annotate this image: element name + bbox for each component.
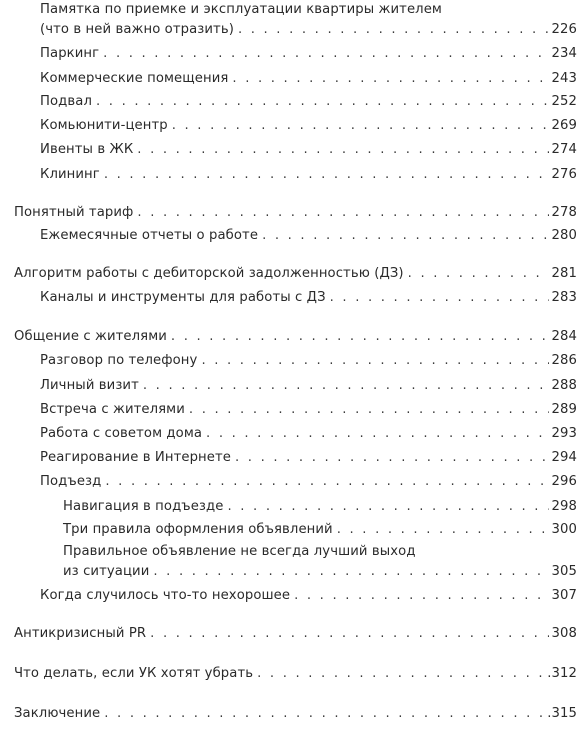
toc-entry-row — [14, 203, 588, 223]
toc-entry-page-number: 283 — [551, 290, 577, 305]
toc-entry-row — [14, 664, 588, 684]
dot-leader — [337, 520, 549, 540]
dot-leader — [232, 69, 548, 89]
toc-entry-page-number: .315 — [547, 706, 577, 721]
toc-entry[interactable] — [40, 69, 588, 89]
toc-entry[interactable] — [14, 203, 588, 223]
toc-entry[interactable] — [63, 497, 588, 517]
toc-entry-title-line1: Правильное объявление не всегда лучший выход — [63, 544, 416, 559]
toc-entry-page-number: 276 — [551, 167, 577, 182]
toc-entry-row — [14, 327, 588, 347]
toc-entry-row — [40, 116, 588, 136]
toc-entry-page-number: .312 — [547, 666, 577, 681]
toc-entry-row — [40, 20, 588, 40]
toc-entry-row — [40, 92, 588, 112]
toc-entry-row — [14, 264, 588, 284]
toc-entry-page-number: 274 — [551, 142, 577, 157]
toc-entry-page-number: 296 — [551, 474, 577, 489]
toc-entry-title: Антикризисный PR — [14, 626, 147, 641]
toc-entry-title: Алгоритм работы с дебиторской задолженностью (ДЗ) — [14, 266, 404, 281]
dot-leader — [227, 497, 548, 517]
toc-entry[interactable] — [40, 351, 588, 371]
toc-entry-page-number: 284 — [551, 329, 577, 344]
dot-leader — [137, 140, 548, 160]
toc-entry[interactable] — [40, 0, 588, 40]
toc-entry[interactable] — [40, 400, 588, 420]
toc-entry-page-number: 281 — [551, 266, 577, 281]
toc-entry-row — [14, 704, 588, 724]
dot-leader — [235, 448, 549, 468]
toc-entry-title: Каналы и инструменты для работы с ДЗ — [40, 290, 326, 305]
toc-entry-title: Паркинг — [40, 46, 100, 61]
toc-entry-title: Навигация в подъезде — [63, 499, 224, 514]
dot-leader — [189, 400, 549, 420]
dot-leader — [408, 264, 549, 284]
toc-entry-title: Коммерческие помещения — [40, 71, 229, 86]
toc-entry-title: Что делать, если УК хотят убрать — [14, 666, 254, 681]
toc-entry[interactable] — [40, 424, 588, 444]
toc-entry[interactable] — [63, 542, 588, 582]
toc-entry-page-number: 289 — [551, 402, 577, 417]
dot-leader — [172, 116, 549, 136]
toc-entry[interactable] — [14, 664, 588, 684]
toc-entry-title: Личный визит — [40, 378, 139, 393]
toc-entry-page-number: 278 — [551, 205, 577, 220]
toc-entry-row — [40, 44, 588, 64]
toc-entry[interactable] — [40, 44, 588, 64]
toc-entry-title: Разговор по телефону — [40, 353, 198, 368]
toc-entry[interactable] — [40, 472, 588, 492]
toc-entry-page-number: 234 — [551, 46, 577, 61]
dot-leader — [262, 226, 548, 246]
toc-entry[interactable] — [14, 624, 588, 644]
toc-entry-page-number: 269 — [551, 118, 577, 133]
toc-entry-title-line1: Памятка по приемке и эксплуатации квартиры жителем — [40, 2, 442, 17]
toc-entry-page-number: 252 — [551, 94, 577, 109]
toc-entry-title: (что в ней важно отразить) — [40, 22, 234, 37]
dot-leader — [150, 624, 548, 644]
toc-entry-title: Комьюнити-центр — [40, 118, 168, 133]
toc-entry[interactable] — [40, 140, 588, 160]
toc-entry[interactable] — [40, 92, 588, 112]
toc-entry-page-number: 226 — [551, 22, 577, 37]
dot-leader — [143, 376, 549, 396]
toc-entry-page-number: 305 — [551, 564, 577, 579]
toc-entry[interactable] — [63, 520, 588, 540]
toc-entry-title: Когда случилось что-то нехорошее — [40, 588, 291, 603]
toc-entry-title: Понятный тариф — [14, 205, 134, 220]
toc-entry-row — [40, 586, 588, 606]
toc-entry-row — [63, 520, 588, 540]
toc-entry-page-number: 293 — [551, 426, 577, 441]
toc-entry-title: Три правила оформления объявлений — [63, 522, 333, 537]
toc-entry[interactable] — [40, 165, 588, 185]
dot-leader — [96, 92, 549, 112]
toc-entry-row — [40, 165, 588, 185]
dot-leader — [238, 20, 549, 40]
toc-entry[interactable] — [40, 376, 588, 396]
toc-entry-row — [40, 288, 588, 308]
toc-entry-title: Реагирование в Интернете — [40, 450, 231, 465]
toc-entry-row — [40, 69, 588, 89]
toc-entry-page-number: 286 — [551, 353, 577, 368]
toc-entry-row — [40, 376, 588, 396]
toc-entry-title: Подъезд — [40, 474, 102, 489]
toc-entry-title: Общение с жителями — [14, 329, 167, 344]
toc-entry[interactable] — [14, 704, 588, 724]
toc-entry[interactable] — [14, 327, 588, 347]
toc-entry[interactable] — [40, 448, 588, 468]
toc-entry-row — [40, 140, 588, 160]
toc-entry-title: из ситуации — [63, 564, 150, 579]
toc-entry-title: Клининг — [40, 167, 100, 182]
toc-entry-title: Работа с советом дома — [40, 426, 203, 441]
dot-leader — [257, 664, 544, 684]
toc-entry[interactable] — [40, 288, 588, 308]
toc-entry-page-number: 307 — [551, 588, 577, 603]
toc-entry-title: Заключение — [14, 706, 101, 721]
toc-entry-row — [40, 448, 588, 468]
toc-entry-row — [40, 400, 588, 420]
toc-entry-title: Ежемесячные отчеты о работе — [40, 228, 259, 243]
dot-leader — [153, 562, 548, 582]
dot-leader — [206, 424, 548, 444]
toc-entry-page-number: 294 — [551, 450, 577, 465]
toc-entry-row — [63, 497, 588, 517]
toc-entry-row — [40, 472, 588, 492]
toc-entry[interactable] — [40, 226, 588, 246]
toc-entry[interactable] — [40, 116, 588, 136]
dot-leader — [105, 472, 548, 492]
toc-entry-page-number: 300 — [551, 522, 577, 537]
dot-leader — [201, 351, 548, 371]
toc-entry-title: Подвал — [40, 94, 92, 109]
toc-entry-title: Встреча с жителями — [40, 402, 185, 417]
dot-leader — [104, 165, 549, 185]
toc-entry-page-number: 288 — [551, 378, 577, 393]
toc-entry-row — [40, 226, 588, 246]
dot-leader — [103, 44, 548, 64]
dot-leader — [294, 586, 548, 606]
dot-leader — [104, 704, 544, 724]
dot-leader — [137, 203, 548, 223]
toc-entry[interactable] — [40, 586, 588, 606]
dot-leader — [171, 327, 549, 347]
dot-leader — [330, 288, 549, 308]
toc-entry-page-number: 280 — [551, 228, 577, 243]
toc-entry-row — [63, 562, 588, 582]
toc-entry-row — [40, 424, 588, 444]
toc-entry-row — [14, 624, 588, 644]
toc-entry-page-number: 308 — [551, 626, 577, 641]
toc-entry[interactable] — [14, 264, 588, 284]
toc-entry-page-number: 243 — [551, 71, 577, 86]
toc-entry-row — [40, 351, 588, 371]
toc-entry-page-number: 298 — [551, 499, 577, 514]
toc-entry-title: Ивенты в ЖК — [40, 142, 134, 157]
